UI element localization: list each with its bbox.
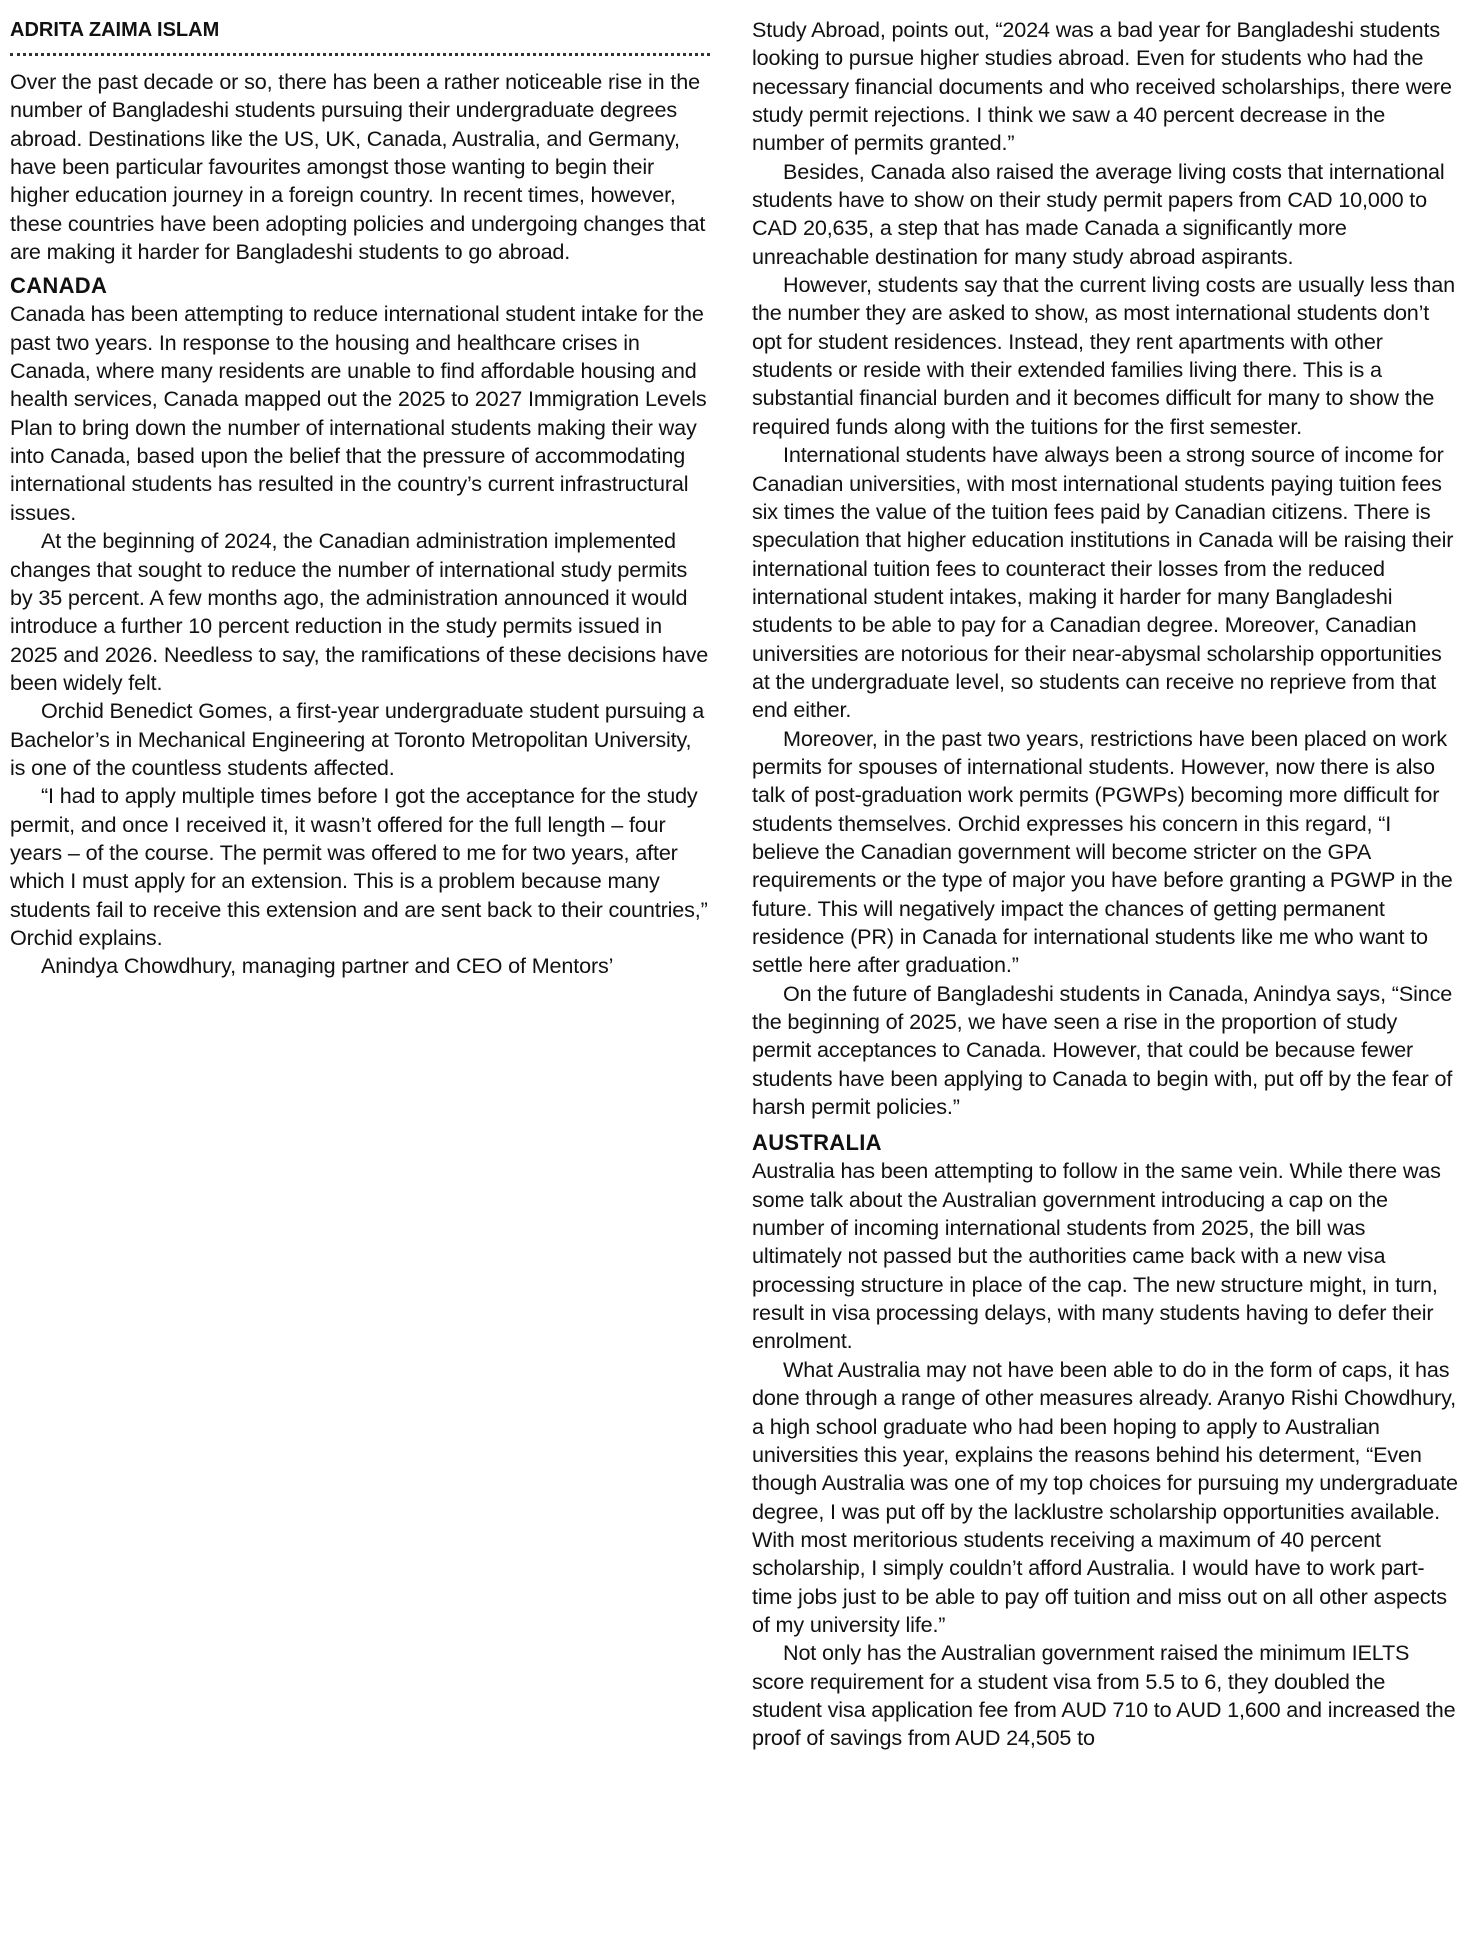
canada-paragraph-6: Besides, Canada also raised the average living costs that international students have to show on their study permit papers from CAD 10,000 to CAD 20,635, a step that has made Canada a significantly more unreachable destination for many study abroad aspirants. bbox=[752, 158, 1445, 269]
canada-paragraph-1: Canada has been attempting to reduce international student intake for the past two years. In response to the housing and healthcare crises in Canada, where many residents are unable to find affordable housing and health services, Canada mapped out the 2025 to 2027 Immigration Levels Plan to bring down the number of international students making their way into Canada, based upon the belief that the pressure of accommodating international students has resulted in the country’s current infrastructural issues. bbox=[10, 301, 707, 525]
canada-paragraph-7: However, students say that the current living costs are usually less than the number they are asked to show, as most international students don’t opt for student residences. Instead, they rent apartments with other students or reside with their extended families living there. This is a substantial financial burden and it becomes difficult for many to show the required funds along with the tuitions for the first semester. bbox=[752, 272, 1455, 439]
australia-paragraph-2: What Australia may not have been able to do in the form of caps, it has done through a range of other measures already. Aranyo Rishi Chowdhury, a high school graduate who had been hoping to apply to Australian universities this year, explains the reasons behind his determent, “Even though Australia was one of my top choices for pursuing my undergraduate degree, I was put off by the lacklustre scholarship opportunities available. With most meritorious students receiving a maximum of 40 percent scholarship, I simply couldn’t afford Australia. I would have to work part-time jobs just to be able to pay off tuition and miss out on all other aspects of my university life.” bbox=[752, 1356, 1458, 1637]
author-byline: ADRITA ZAIMA ISLAM bbox=[10, 16, 710, 56]
article-column-left bbox=[10, 16, 710, 981]
australia-paragraph-3: Not only has the Australian government raised the minimum IELTS score requirement for a student visa from 5.5 to 6, they doubled the student visa application fee from AUD 710 to AUD 1,600 and increased the proof of savings from AUD 24,505 to bbox=[752, 1640, 1456, 1751]
canada-paragraph-3: Orchid Benedict Gomes, a first-year undergraduate student pursuing a Bachelor’s in Mechanical Engineering at Toronto Metropolitan University, is one of the countless students affected. bbox=[10, 698, 705, 780]
section-heading-canada: CANADA bbox=[10, 273, 108, 299]
canada-paragraph-4: “I had to apply multiple times before I got the acceptance for the study permit, and once I received it, it wasn’t offered for the full length – four years – of the course. The permit was offered to me for two years, after which I must apply for an extension. This is a problem because many students fail to receive this extension and are sent back to their countries,” Orchid explains. bbox=[10, 783, 708, 950]
australia-paragraph-1: Australia has been attempting to follow in the same vein. While there was some talk about the Australian government introducing a cap on the number of incoming international students from 2025, the bill was ultimately not passed but the authorities came back with a new visa processing structure in place of the cap. The new structure might, in turn, result in visa processing delays, with many students having to defer their enrolment. bbox=[752, 1158, 1441, 1354]
canada-paragraph-5-continued: Study Abroad, points out, “2024 was a bad year for Bangladeshi students looking to pursue higher studies abroad. Even for students who had the necessary financial documents and who received scholarships, there were study permit rejections. I think we saw a 40 percent decrease in the number of permits granted.” bbox=[752, 17, 1452, 156]
article-column-right bbox=[752, 16, 1458, 1753]
canada-paragraph-10: On the future of Bangladeshi students in Canada, Anindya says, “Since the beginning of 2025, we have seen a rise in the proportion of study permit acceptances to Canada. However, that could be because fewer students have been applying to Canada to begin with, put off by the fear of harsh permit policies.” bbox=[752, 980, 1453, 1120]
intro-paragraph: Over the past decade or so, there has been a rather noticeable rise in the number of Bangladeshi students pursuing their undergraduate degrees abroad. Destinations like the US, UK, Canada, Australia, and Germany, have been particular favourites amongst those wanting to begin their higher education journey in a foreign country. In recent times, however, these countries have been adopting policies and undergoing changes that are making it harder for Bangladeshi students to go abroad. bbox=[10, 69, 706, 265]
canada-paragraph-9: Moreover, in the past two years, restrictions have been placed on work permits for spouses of international students. However, now there is also talk of post-graduation work permits (PGWPs) becoming more difficult for students themselves. Orchid expresses his concern in this regard, “I believe the Canadian government will become stricter on the GPA requirements or the type of major you have before granting a PGWP in the future. This will negatively impact the chances of getting permanent residence (PR) in Canada for international students like me who want to settle here after graduation.” bbox=[752, 725, 1453, 978]
section-heading-australia: AUSTRALIA bbox=[752, 1130, 882, 1156]
canada-paragraph-5: Anindya Chowdhury, managing partner and CEO of Mentors’ bbox=[41, 953, 614, 979]
canada-paragraph-2: At the beginning of 2024, the Canadian administration implemented changes that sought to reduce the number of international study permits by 35 percent. A few months ago, the administration announced it would introduce a further 10 percent reduction in the study permits issued in 2025 and 2026. Needless to say, the ramifications of these decisions have been widely felt. bbox=[10, 528, 709, 695]
canada-paragraph-8: International students have always been a strong source of income for Canadian universities, with most international students paying tuition fees six times the value of the tuition fees paid by Canadian citizens. There is speculation that higher education institutions in Canada will be raising their international tuition fees to counteract their losses from the reduced international student intakes, making it harder for many Bangladeshi students to be able to pay for a Canadian degree. Moreover, Canadian universities are notorious for their near-abysmal scholarship opportunities at the undergraduate level, so students can receive no reprieve from that end either. bbox=[752, 442, 1454, 723]
